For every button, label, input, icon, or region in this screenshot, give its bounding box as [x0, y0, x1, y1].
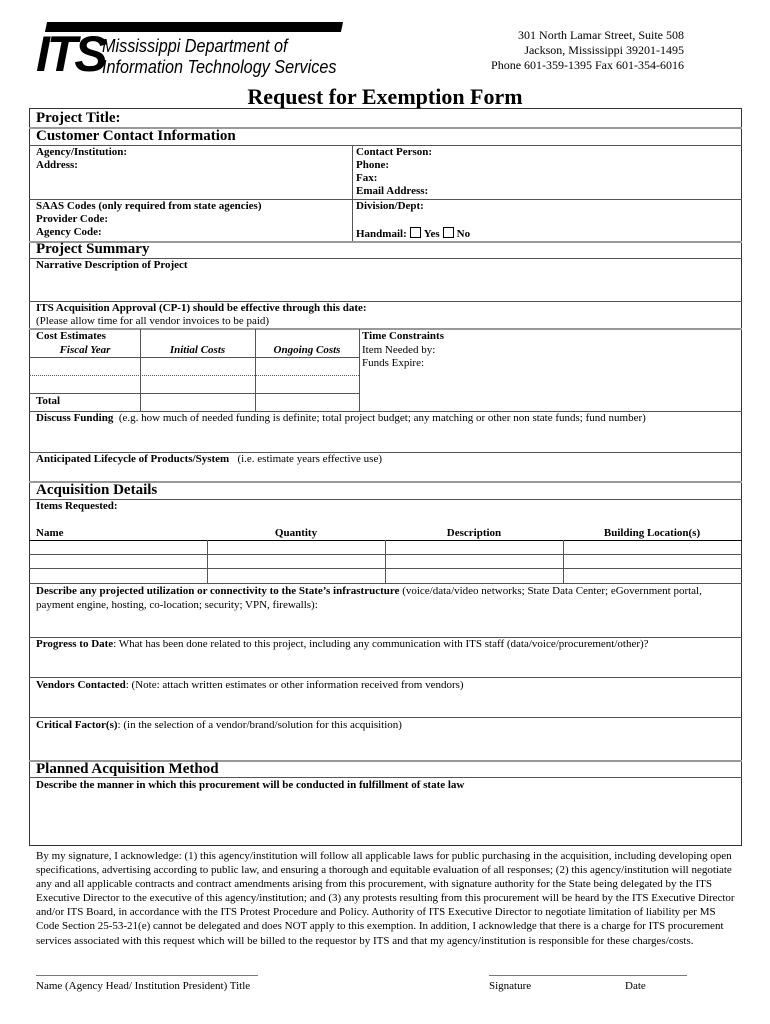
project-summary-header: Project Summary — [36, 241, 150, 257]
col-quantity: Quantity — [274, 527, 318, 539]
cost-cell[interactable] — [255, 358, 359, 375]
yes-label: Yes — [423, 228, 440, 240]
lifecycle-field[interactable]: Anticipated Lifecycle of Products/System (i.e. estimate years effective use) — [36, 453, 382, 465]
division-field[interactable]: Division/Dept: — [356, 200, 424, 212]
email-field[interactable]: Email Address: — [356, 185, 429, 197]
address-line: 301 North Lamar Street, Suite 508 — [518, 28, 684, 42]
col-building-location: Building Location(s) — [603, 527, 701, 539]
its-logo: ITS Mississippi Department of Information Technology Services — [34, 22, 344, 82]
funds-expire-field[interactable]: Funds Expire: — [362, 357, 425, 369]
handmail-label: Handmail: — [356, 228, 407, 240]
agency-field[interactable]: Agency/Institution: — [36, 146, 128, 158]
items-table-row[interactable] — [30, 541, 741, 554]
address-phone-fax: Phone 601-359-1395 Fax 601-354-6016 — [491, 58, 684, 72]
critical-factors-field[interactable]: Critical Factor(s): (in the selection of a vendor/brand/solution for this acquisition) — [36, 719, 402, 731]
name-title-signature-line[interactable] — [36, 960, 258, 975]
cost-cell[interactable] — [30, 358, 140, 375]
items-table-row[interactable] — [30, 569, 741, 582]
narrative-field[interactable]: Narrative Description of Project — [36, 259, 188, 271]
total-label: Total — [36, 395, 61, 407]
page-title: Request for Exemption Form — [247, 84, 523, 109]
acknowledgement-text: By my signature, I acknowledge: (1) this agency/institution will follow all applicable laws for public purchasing in the acquisition, including developing open specifications, advertising according to public law, and ensuring a thorough and equitable evaluation of all responses; (2) this agency/institution will negotiate any and all applicable contracts and contract amendments arising from this procurement, with signature authority for the State being delegated by the ITS Executive Director to the executive of this agency/institution; and (3) any protests resulting from this procurement will be heard by the ITS Executive Director and/or ITS Board, in accordance with the ITS Protest Procedure and Policy. Authority of ITS Executive Director to negotiate limitation of liability per MS Code Section 25-53-21(e) cannot be delegated and does NOT apply to this exemption. In addition, I acknowledge that there is a charge for ITS procurement services associated with this request which will be billed to the requestor by ITS and that my agency/institution is responsible for these charges/costs. — [36, 850, 735, 947]
contact-person-field[interactable]: Contact Person: — [356, 146, 433, 158]
infrastructure-field[interactable]: Describe any projected utilization or connectivity to the State’s infrastructure (voice/data/video networks; State Data Center; eGovernment portal, payment engine, hosting, co-location; security; VPN, firewalls): — [36, 585, 702, 611]
col-description: Description — [446, 527, 502, 539]
vendors-contacted-field[interactable]: Vendors Contacted: (Note: attach written estimates or other information received from vendors) — [36, 679, 464, 691]
handmail-no-checkbox[interactable] — [443, 227, 454, 238]
no-label: No — [456, 228, 471, 240]
signature-label: Signature — [489, 980, 532, 992]
fax-field[interactable]: Fax: — [356, 172, 378, 184]
saas-codes-label: SAAS Codes (only required from state agencies) — [36, 200, 262, 212]
planned-acquisition-header: Planned Acquisition Method — [36, 761, 219, 777]
handmail-field — [356, 227, 470, 241]
contact-header: Customer Contact Information — [36, 128, 236, 144]
items-requested-label: Items Requested: — [36, 500, 118, 512]
acquisition-details-header: Acquisition Details — [36, 482, 158, 498]
project-title-label[interactable]: Project Title: — [36, 110, 121, 126]
provider-code-field[interactable]: Provider Code: — [36, 213, 108, 225]
progress-field[interactable]: Progress to Date: What has been done related to this project, including any communication with ITS staff (data/voice/procurement/other)? — [36, 638, 649, 650]
time-constraints-header: Time Constraints — [362, 330, 444, 342]
approval-date-field[interactable]: ITS Acquisition Approval (CP-1) should be effective through this date: — [36, 302, 367, 314]
signature-line[interactable] — [489, 960, 687, 975]
address-field[interactable]: Address: — [36, 159, 78, 171]
procurement-manner-field[interactable]: Describe the manner in which this procurement will be conducted in fulfillment of state law — [36, 779, 465, 791]
cost-cell[interactable] — [140, 358, 255, 375]
address-line: Jackson, Mississippi 39201-1495 — [524, 43, 684, 57]
item-needed-field[interactable]: Item Needed by: — [362, 344, 436, 356]
handmail-yes-checkbox[interactable] — [410, 227, 421, 238]
phone-field[interactable]: Phone: — [356, 159, 389, 171]
name-title-label: Name (Agency Head/ Institution President) Title — [36, 980, 251, 992]
form-frame — [29, 108, 742, 846]
col-name: Name — [36, 527, 64, 539]
cost-estimates-header: Cost Estimates — [36, 330, 106, 342]
ongoing-costs-header: Ongoing Costs — [273, 344, 341, 356]
fiscal-year-header: Fiscal Year — [59, 344, 111, 356]
initial-costs-header: Initial Costs — [169, 344, 226, 356]
discuss-funding-field[interactable]: Discuss Funding (e.g. how much of needed funding is definite; total project budget; any matching or other non state funds; fund number) — [36, 412, 646, 424]
address-block — [491, 28, 684, 73]
date-label: Date — [625, 980, 646, 992]
agency-code-field[interactable]: Agency Code: — [36, 226, 102, 238]
approval-note: (Please allow time for all vendor invoices to be paid) — [36, 315, 270, 327]
items-table-row[interactable] — [30, 555, 741, 568]
